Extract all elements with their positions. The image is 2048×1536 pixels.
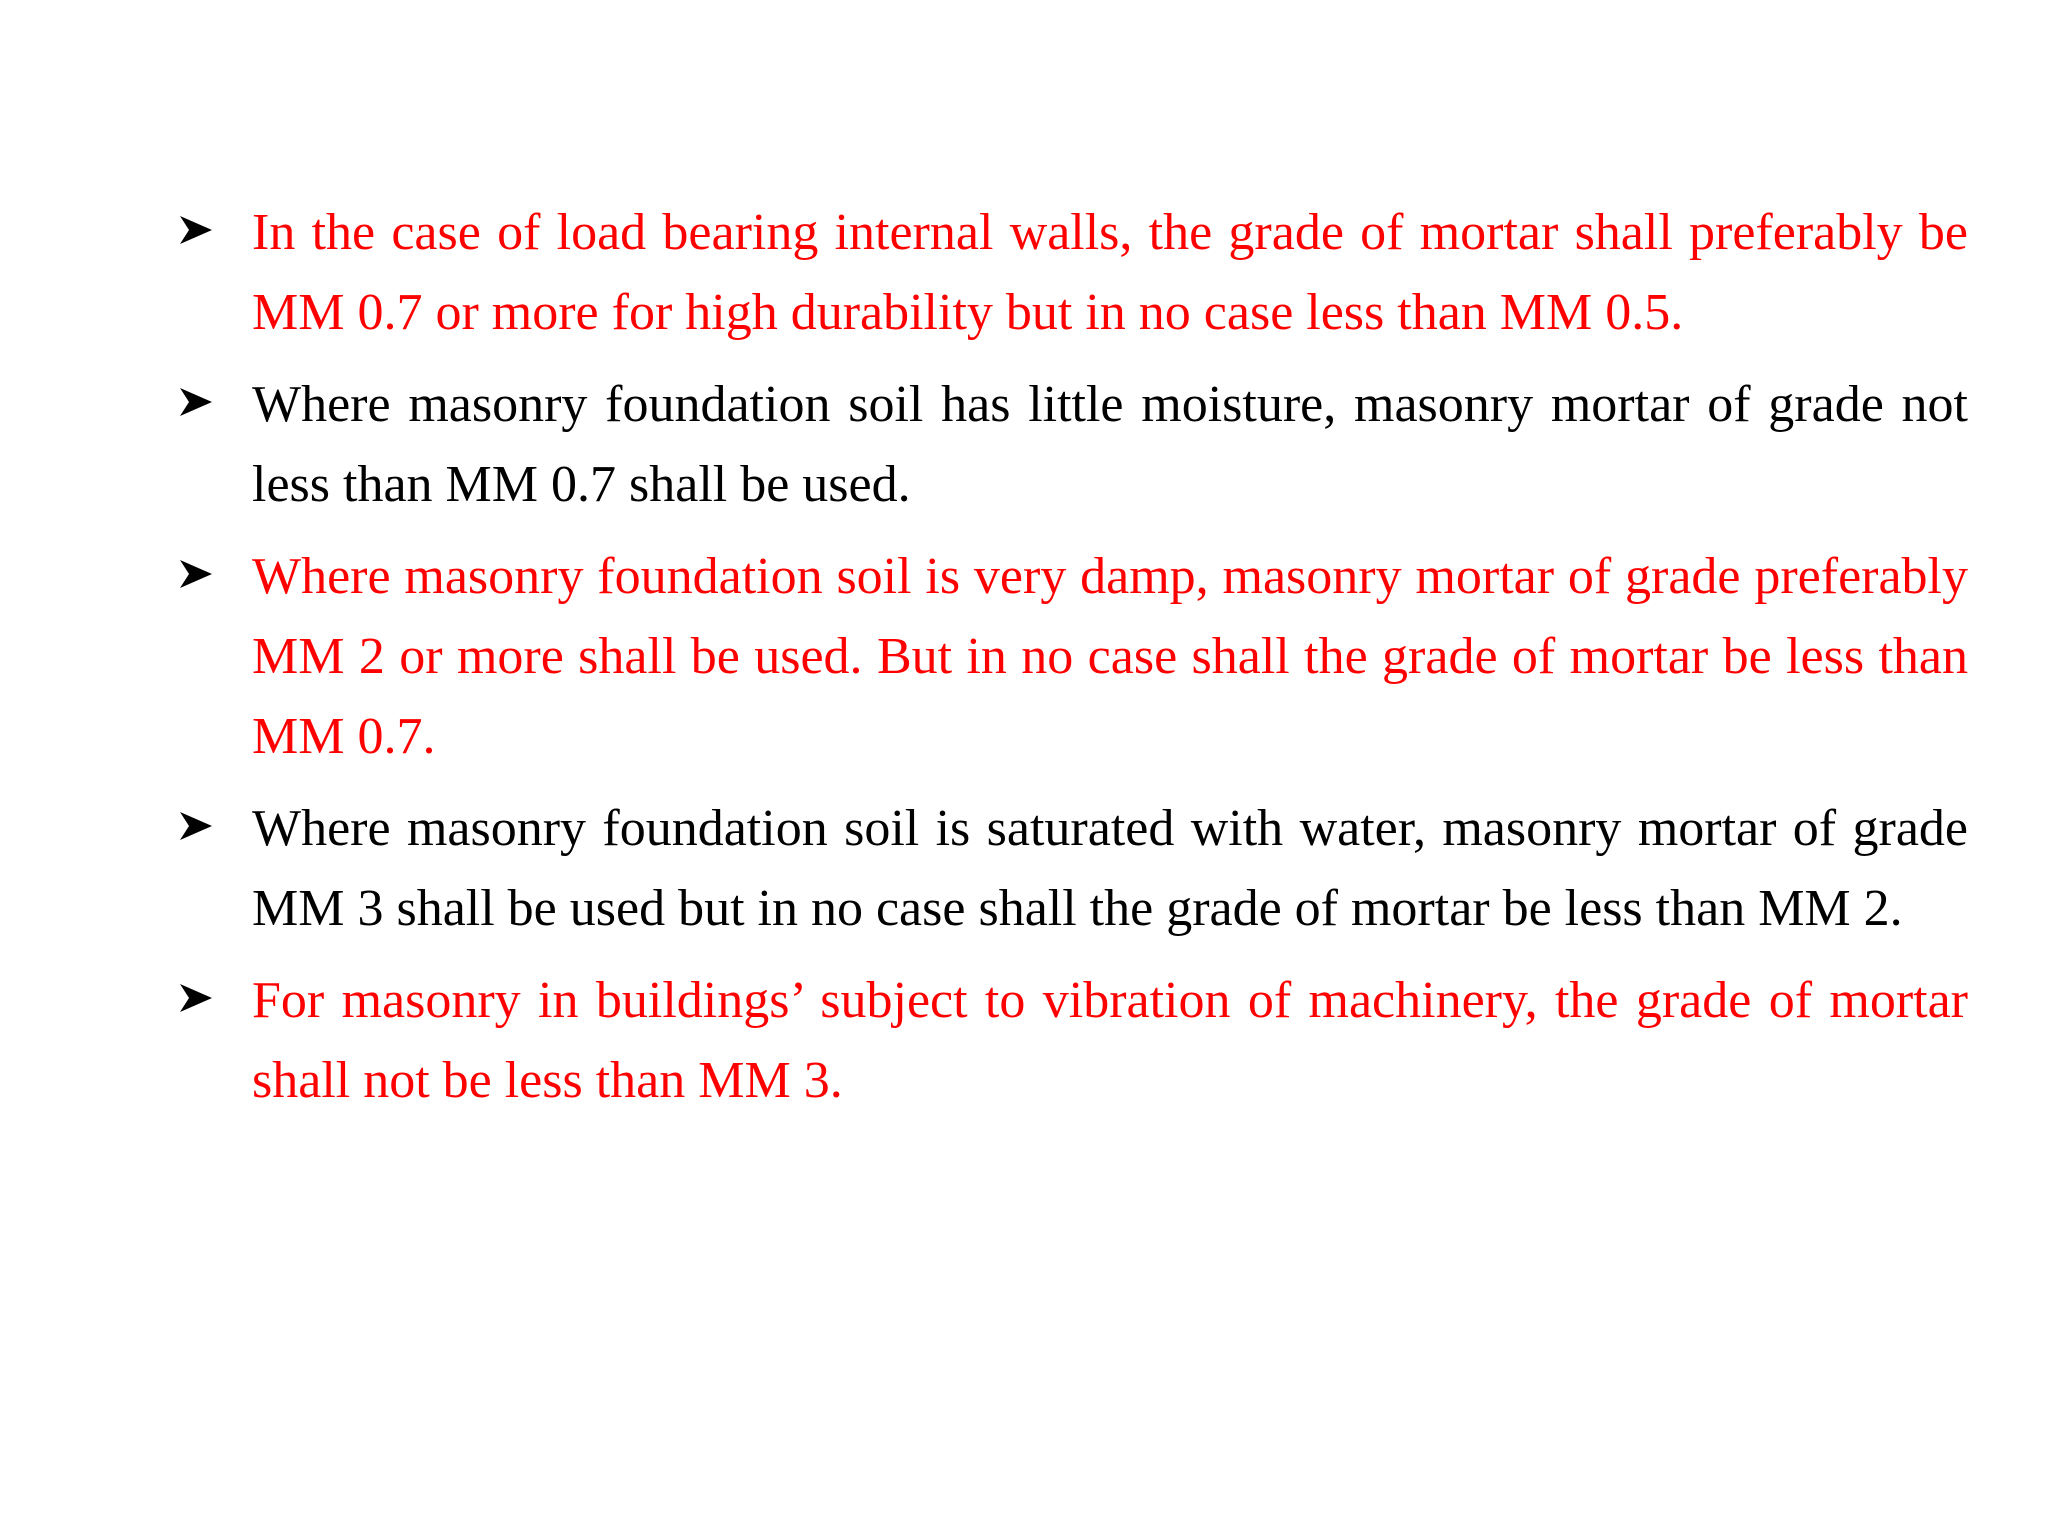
- bullet-item: [176, 537, 1968, 777]
- arrowhead-bullet-icon: [178, 980, 214, 1016]
- bullet-item: [176, 365, 1968, 525]
- arrowhead-bullet-icon: [178, 556, 214, 592]
- arrowhead-bullet-icon: [178, 212, 214, 248]
- bullet-item: [176, 789, 1968, 949]
- arrowhead-bullet-icon: [178, 808, 214, 844]
- bullet-list: [176, 193, 1968, 1133]
- bullet-item: [176, 961, 1968, 1121]
- bullet-text: In the case of load bearing internal walls, the grade of mortar shall preferably be MM 0.7 or more for high durability but in no case less than MM 0.5.: [252, 204, 1968, 341]
- bullet-text: Where masonry foundation soil is very damp, masonry mortar of grade preferably MM 2 or more shall be used. But in no case shall the grade of mortar be less than MM 0.7.: [252, 548, 1968, 765]
- bullet-text: Where masonry foundation soil has little moisture, masonry mortar of grade not less than MM 0.7 shall be used.: [252, 376, 1968, 513]
- arrowhead-bullet-icon: [178, 384, 214, 420]
- bullet-text: Where masonry foundation soil is saturated with water, masonry mortar of grade MM 3 shall be used but in no case shall the grade of mortar be less than MM 2.: [252, 800, 1968, 937]
- bullet-text: For masonry in buildings’ subject to vibration of machinery, the grade of mortar shall not be less than MM 3.: [252, 972, 1968, 1109]
- bullet-item: [176, 193, 1968, 353]
